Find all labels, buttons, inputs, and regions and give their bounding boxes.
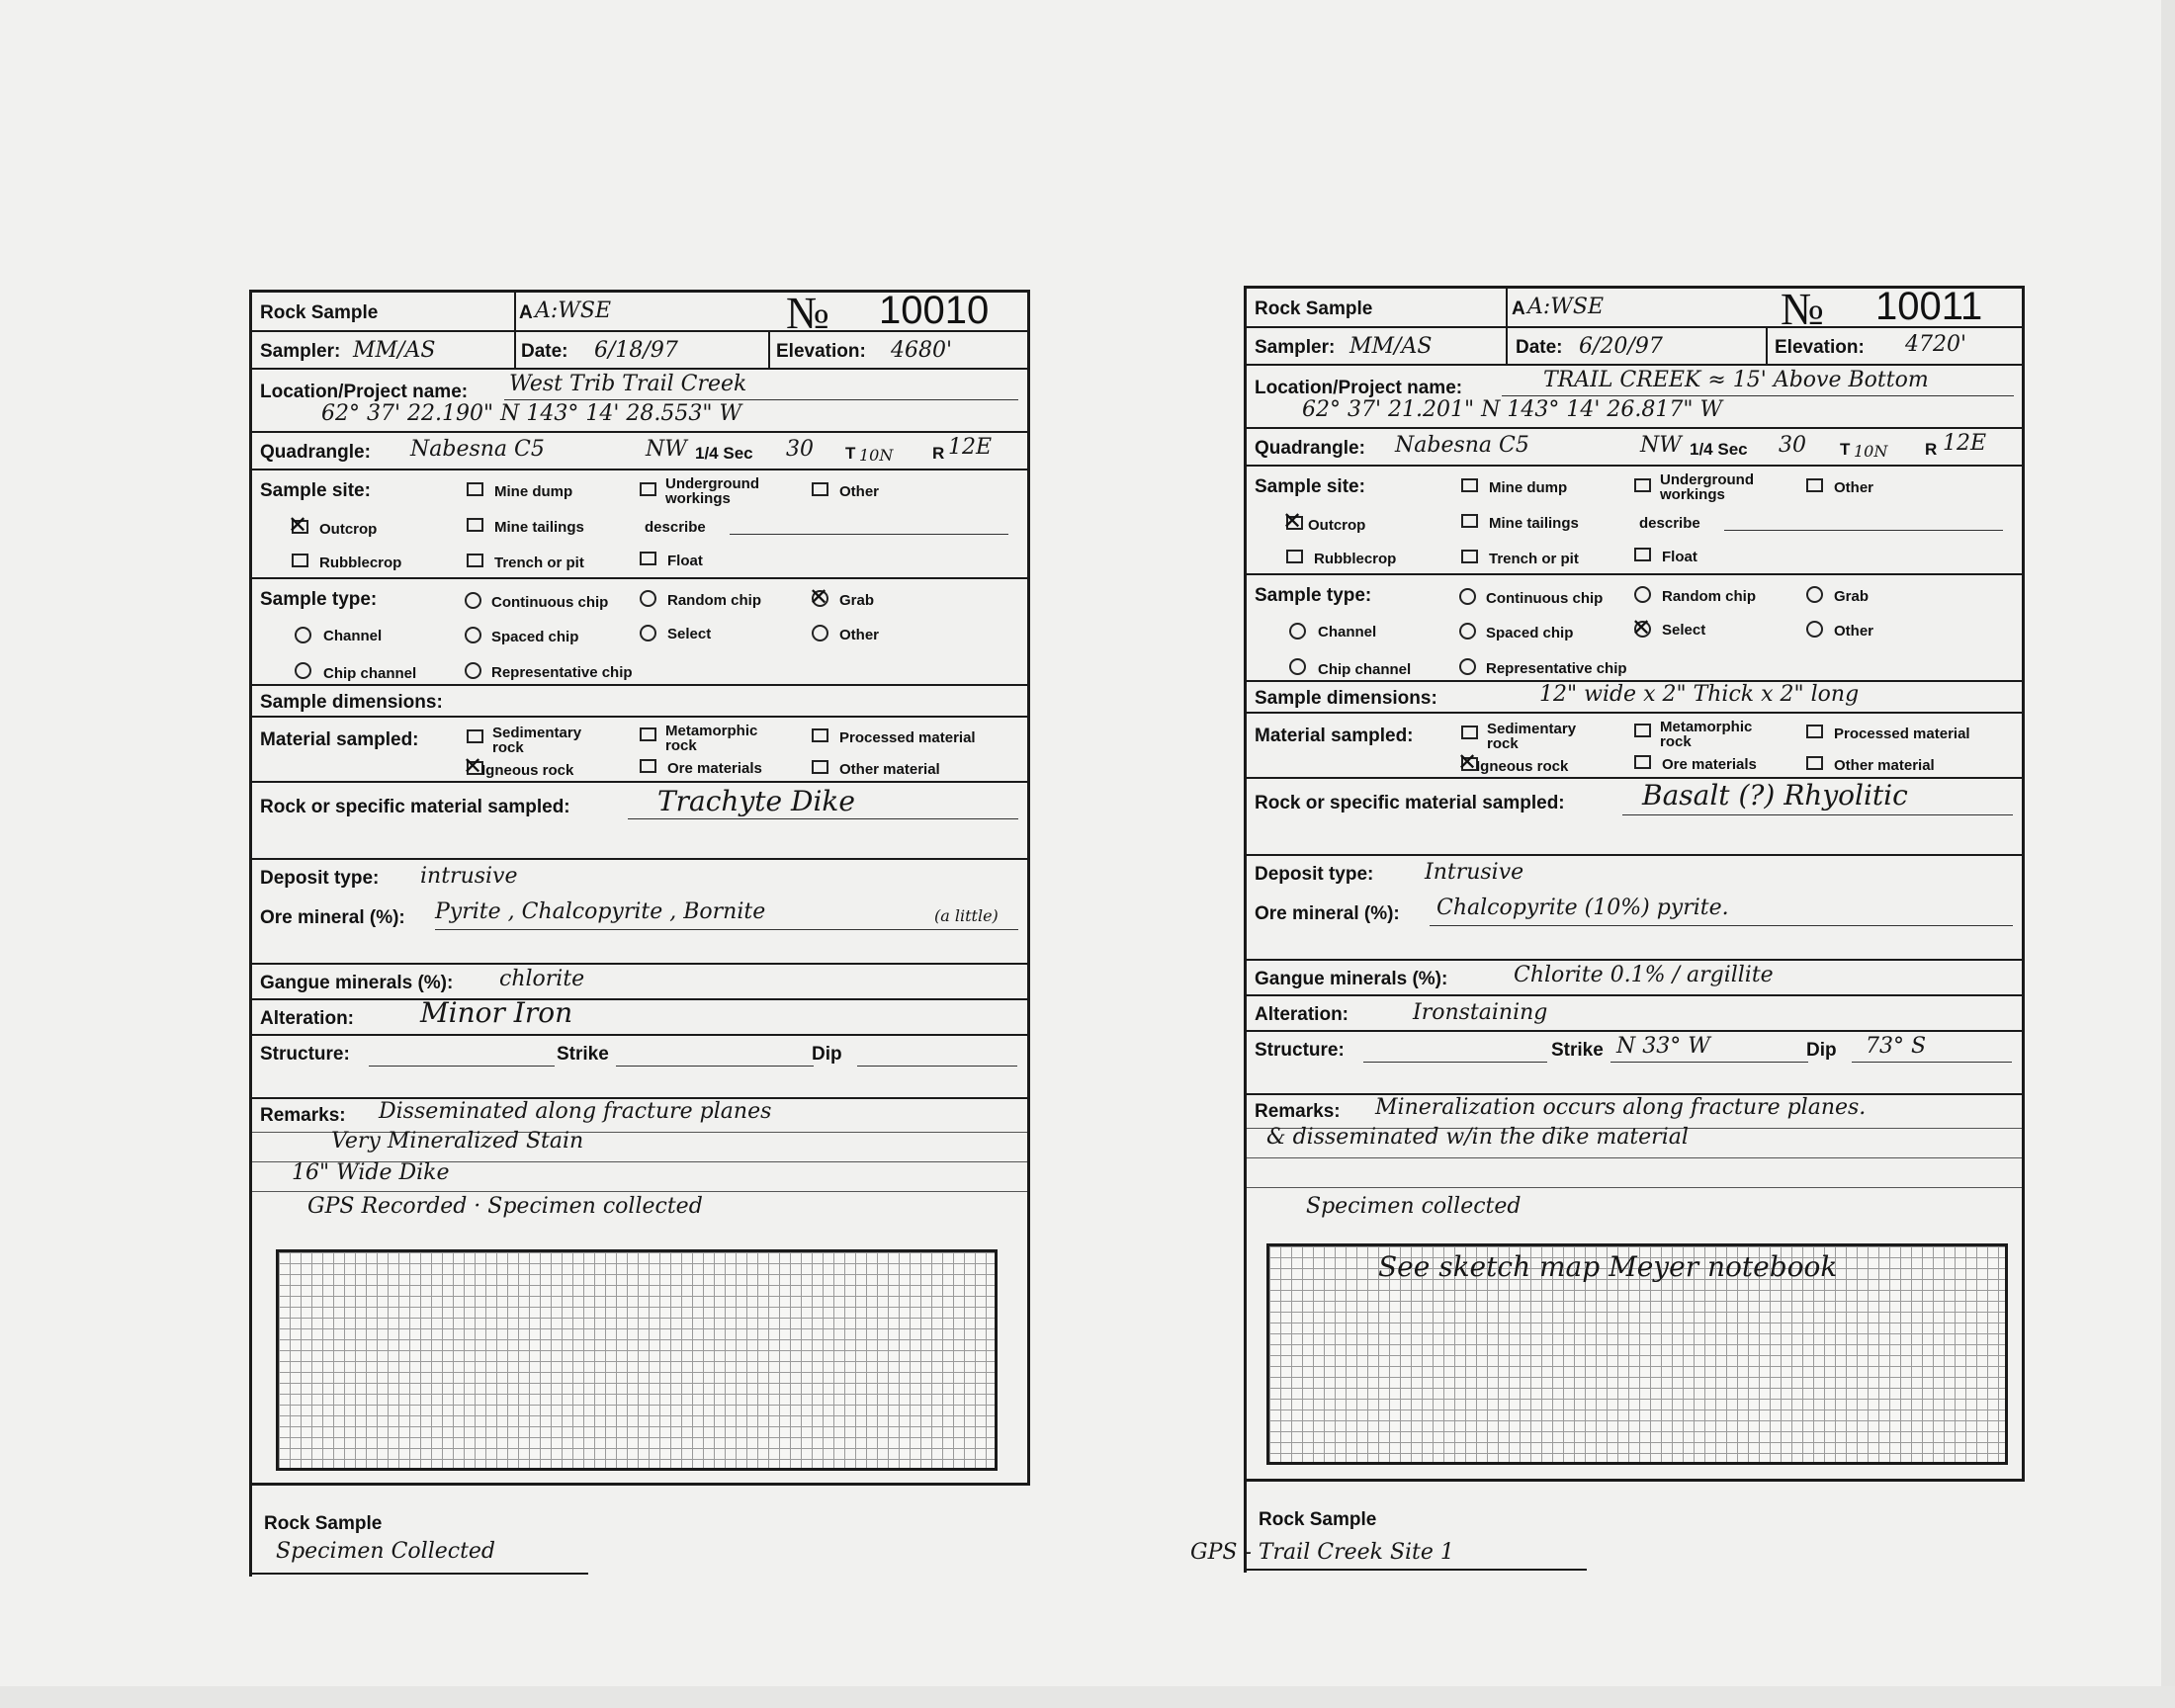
a-prefix: A	[1512, 299, 1525, 319]
mine-tailings-checkbox[interactable]	[1461, 514, 1478, 528]
quadrangle-row	[252, 433, 1027, 470]
section-value: 30	[786, 437, 814, 462]
alteration-row	[1247, 996, 2022, 1032]
random-chip-radio[interactable]	[640, 590, 656, 607]
select-label: Select	[1662, 622, 1706, 639]
representative-chip-label: Representative chip	[1486, 660, 1627, 677]
rock-sample-label: Rock Sample	[1255, 299, 1373, 319]
ore-materials-checkbox[interactable]	[640, 759, 656, 773]
ore-materials-label: Ore materials	[667, 760, 762, 777]
remarks-line-3	[1247, 1158, 2022, 1188]
igneous-label: Igneous rock	[481, 762, 574, 779]
scan-edge-right	[2161, 0, 2175, 1708]
scan-edge-bottom	[0, 1686, 2175, 1708]
select-radio[interactable]	[640, 625, 656, 641]
sampler-label: Sampler:	[260, 341, 341, 362]
dimensions-row	[1247, 682, 2022, 714]
alteration-label: Alteration:	[1255, 1004, 1348, 1025]
underground-workings-label: Underground workings	[665, 475, 759, 507]
channel-radio[interactable]	[295, 627, 311, 643]
float-checkbox[interactable]	[1634, 548, 1651, 561]
sample-site-label: Sample site:	[260, 480, 371, 501]
dip-label: Dip	[812, 1044, 842, 1065]
ore-materials-checkbox[interactable]	[1634, 755, 1651, 769]
representative-chip-radio[interactable]	[1459, 658, 1476, 675]
sample-type-row	[252, 579, 1027, 686]
sketch-note: See sketch map Meyer notebook	[1378, 1250, 1838, 1283]
remarks-text-4: GPS Recorded · Specimen collected	[307, 1194, 703, 1219]
metamorphic-checkbox[interactable]	[1634, 724, 1651, 737]
ore-materials-label: Ore materials	[1662, 756, 1757, 773]
gangue-minerals-value: chlorite	[499, 967, 585, 991]
spaced-chip-radio[interactable]	[465, 627, 481, 643]
elevation-label: Elevation:	[776, 341, 866, 362]
location-row	[252, 370, 1027, 433]
sedimentary-checkbox[interactable]	[1461, 726, 1478, 739]
structure-label: Structure:	[260, 1044, 350, 1065]
mine-tailings-label: Mine tailings	[494, 519, 584, 536]
sketch-grid	[276, 1249, 998, 1471]
location-label: Location/Project name:	[260, 382, 469, 402]
section-value: 30	[1779, 433, 1806, 458]
remarks-line-4	[252, 1192, 1027, 1228]
other-material-checkbox[interactable]	[1806, 756, 1823, 770]
channel-label: Channel	[1318, 624, 1377, 640]
sample-type-row	[1247, 575, 2022, 682]
a-prefix: A	[519, 302, 533, 323]
representative-chip-label: Representative chip	[491, 664, 633, 681]
coordinates-value: 62° 37' 22.190" N 143° 14' 28.553" W	[321, 401, 742, 426]
outcrop-check-mark: ✕	[1282, 507, 1303, 535]
quadrangle-label: Quadrangle:	[1255, 438, 1365, 459]
tail-note-10011: GPS - Trail Creek Site 1	[1190, 1540, 1454, 1565]
rock-sample-form-10010	[249, 290, 1030, 1486]
alteration-label: Alteration:	[260, 1008, 354, 1029]
location-label: Location/Project name:	[1255, 378, 1463, 398]
ore-mineral-label: Ore mineral (%):	[260, 907, 405, 928]
grab-label: Grab	[839, 592, 875, 609]
date-value: 6/18/97	[594, 338, 678, 363]
rubblecrop-checkbox[interactable]	[1286, 550, 1303, 563]
underground-workings-label: Underground workings	[1660, 471, 1754, 503]
elevation-value: 4720'	[1905, 332, 1967, 357]
rock-material-label: Rock or specific material sampled:	[1255, 793, 1565, 813]
location-row	[1247, 366, 2022, 429]
sample-type-label: Sample type:	[1255, 585, 1372, 606]
township-label: T	[1840, 440, 1851, 459]
other-material-checkbox[interactable]	[812, 760, 828, 774]
describe-label: describe	[1639, 515, 1700, 532]
other-type-radio[interactable]	[812, 625, 828, 641]
rock-material-value: Basalt (?) Rhyolitic	[1642, 779, 1908, 811]
location-value: West Trib Trail Creek	[509, 372, 747, 396]
deposit-type-value: Intrusive	[1425, 860, 1524, 885]
quadrangle-row	[1247, 429, 2022, 467]
processed-material-label: Processed material	[1834, 726, 1970, 742]
representative-chip-radio[interactable]	[465, 662, 481, 679]
mine-tailings-checkbox[interactable]	[467, 518, 483, 532]
spaced-chip-label: Spaced chip	[491, 629, 579, 645]
remarks-line-3	[252, 1162, 1027, 1192]
chip-channel-radio[interactable]	[1289, 658, 1306, 675]
other-site-checkbox[interactable]	[812, 482, 828, 496]
alteration-value: Ironstaining	[1413, 1000, 1548, 1025]
remarks-text-2: Very Mineralized Stain	[331, 1129, 584, 1153]
project-code: A:WSE	[535, 299, 612, 323]
gangue-minerals-label: Gangue minerals (%):	[260, 973, 454, 993]
rubblecrop-checkbox[interactable]	[292, 554, 308, 567]
gangue-minerals-label: Gangue minerals (%):	[1255, 969, 1448, 989]
float-label: Float	[667, 553, 703, 569]
spaced-chip-label: Spaced chip	[1486, 625, 1574, 641]
sample-site-label: Sample site:	[1255, 476, 1365, 497]
igneous-check-mark: ✕	[463, 752, 483, 780]
channel-label: Channel	[323, 628, 383, 644]
quarter-sec-label: 1/4 Sec	[695, 444, 753, 463]
sampler-label: Sampler:	[1255, 337, 1336, 358]
mine-tailings-label: Mine tailings	[1489, 515, 1579, 532]
sampler-value: MM/AS	[353, 338, 436, 363]
sedimentary-label: Sedimentary rock	[492, 725, 582, 756]
rock-sample-label: Rock Sample	[260, 302, 379, 323]
material-sampled-label: Material sampled:	[260, 729, 419, 750]
rubblecrop-label: Rubblecrop	[319, 555, 402, 571]
tail-stub-10010	[249, 1486, 588, 1577]
select-label: Select	[667, 626, 712, 642]
remarks-text-3: 16" Wide Dike	[292, 1160, 450, 1185]
sampler-row	[252, 332, 1027, 370]
ore-mineral-value: Pyrite , Chalcopyrite , Bornite	[435, 899, 766, 924]
sedimentary-checkbox[interactable]	[467, 729, 483, 743]
range-value: 12E	[1943, 431, 1987, 456]
other-site-checkbox[interactable]	[1806, 478, 1823, 492]
rock-material-value: Trachyte Dike	[657, 785, 855, 817]
rock-material-row	[252, 783, 1027, 860]
igneous-label: Igneous rock	[1476, 758, 1569, 775]
number-sign: №	[1781, 284, 1824, 334]
tail-note: Specimen Collected	[276, 1539, 496, 1564]
ore-mineral-value: Chalcopyrite (10%) pyrite.	[1436, 896, 1729, 920]
township-value: 10N	[859, 446, 894, 465]
alteration-value: Minor Iron	[420, 996, 573, 1029]
dip-label: Dip	[1806, 1040, 1837, 1061]
range-label: R	[932, 444, 945, 463]
range-value: 12E	[948, 435, 993, 460]
remarks-label: Remarks:	[260, 1105, 346, 1126]
mine-dump-checkbox[interactable]	[467, 482, 483, 496]
structure-row	[252, 1036, 1027, 1099]
sedimentary-label: Sedimentary rock	[1487, 721, 1577, 752]
other-type-label: Other	[839, 627, 880, 643]
describe-label: describe	[645, 519, 706, 536]
header-row	[252, 288, 1027, 338]
metamorphic-label: Metamorphic rock	[665, 723, 758, 754]
channel-radio[interactable]	[1289, 623, 1306, 640]
elevation-label: Elevation:	[1775, 337, 1865, 358]
mine-dump-checkbox[interactable]	[1461, 478, 1478, 492]
grab-label: Grab	[1834, 588, 1870, 605]
gangue-row	[1247, 961, 2022, 996]
rock-material-row	[1247, 779, 2022, 856]
quarter-value: NW	[646, 437, 687, 462]
sample-site-row	[252, 470, 1027, 579]
gangue-row	[252, 965, 1027, 1000]
sampler-row	[1247, 328, 2022, 366]
deposit-type-label: Deposit type:	[1255, 864, 1374, 885]
other-type-label: Other	[1834, 623, 1874, 640]
metamorphic-label: Metamorphic rock	[1660, 719, 1753, 750]
rock-material-label: Rock or specific material sampled:	[260, 797, 570, 817]
dimensions-row	[252, 686, 1027, 718]
material-row	[252, 718, 1027, 783]
coordinates-value: 62° 37' 21.201" N 143° 14' 26.817" W	[1302, 397, 1723, 422]
rock-sample-form-10011	[1244, 286, 2025, 1482]
other-material-label: Other material	[1834, 757, 1935, 774]
continuous-chip-label: Continuous chip	[1486, 590, 1604, 607]
sample-dimensions-label: Sample dimensions:	[1255, 688, 1437, 709]
chip-channel-label: Chip channel	[1318, 661, 1412, 678]
township-label: T	[845, 444, 856, 463]
header-row	[1247, 284, 2022, 334]
quadrangle-value: Nabesna C5	[410, 437, 545, 462]
dip-value: 73° S	[1866, 1034, 1927, 1059]
underground-workings-checkbox[interactable]	[640, 482, 656, 496]
sketch-grid	[1266, 1243, 2008, 1465]
outcrop-label: Outcrop	[319, 521, 378, 538]
date-label: Date:	[521, 341, 568, 362]
trench-pit-label: Trench or pit	[494, 555, 584, 571]
continuous-chip-radio[interactable]	[1459, 588, 1476, 605]
elevation-value: 4680'	[891, 338, 953, 363]
metamorphic-checkbox[interactable]	[640, 727, 656, 741]
remarks-line-4	[1247, 1188, 2022, 1224]
trench-pit-checkbox[interactable]	[1461, 550, 1478, 563]
other-material-label: Other material	[839, 761, 940, 778]
sample-dimensions-value: 12" wide x 2" Thick x 2" long	[1539, 682, 1860, 707]
quarter-value: NW	[1640, 433, 1682, 458]
quadrangle-label: Quadrangle:	[260, 442, 371, 463]
quadrangle-value: Nabesna C5	[1395, 433, 1529, 458]
remarks-text-2: & disseminated w/in the dike material	[1266, 1125, 1689, 1150]
project-code: A:WSE	[1527, 295, 1605, 319]
spaced-chip-radio[interactable]	[1459, 623, 1476, 640]
alteration-row	[252, 996, 1027, 1036]
tail-rock-sample-label: Rock Sample	[264, 1513, 383, 1534]
deposit-ore-row	[252, 860, 1027, 965]
select-check-mark: ✕	[1631, 614, 1652, 641]
random-chip-label: Random chip	[1662, 588, 1757, 605]
mine-dump-label: Mine dump	[494, 483, 573, 500]
other-type-radio[interactable]	[1806, 621, 1823, 638]
range-label: R	[1925, 440, 1938, 459]
deposit-type-label: Deposit type:	[260, 868, 380, 889]
trench-pit-label: Trench or pit	[1489, 551, 1579, 567]
processed-material-checkbox[interactable]	[812, 728, 828, 742]
remarks-label: Remarks:	[1255, 1101, 1341, 1122]
location-value: TRAIL CREEK ≈ 15' Above Bottom	[1543, 368, 1929, 392]
other-site-label: Other	[1834, 479, 1874, 496]
ore-mineral-note: (a little)	[934, 906, 999, 925]
deposit-type-value: intrusive	[420, 864, 518, 889]
structure-row	[1247, 1032, 2022, 1095]
outcrop-check-mark: ✕	[288, 511, 308, 539]
material-sampled-label: Material sampled:	[1255, 726, 1414, 746]
date-value: 6/20/97	[1579, 334, 1663, 359]
other-site-label: Other	[839, 483, 880, 500]
strike-label: Strike	[1551, 1040, 1604, 1061]
deposit-ore-row	[1247, 856, 2022, 961]
trench-pit-checkbox[interactable]	[467, 554, 483, 567]
ore-mineral-label: Ore mineral (%):	[1255, 903, 1400, 924]
material-row	[1247, 714, 2022, 779]
township-value: 10N	[1854, 442, 1888, 461]
sample-site-row	[1247, 467, 2022, 575]
processed-material-label: Processed material	[839, 729, 976, 746]
number-sign: №	[786, 288, 829, 338]
outcrop-label: Outcrop	[1308, 517, 1366, 534]
rubblecrop-label: Rubblecrop	[1314, 551, 1397, 567]
sample-number: 10011	[1875, 285, 1983, 328]
structure-label: Structure:	[1255, 1040, 1345, 1061]
strike-label: Strike	[557, 1044, 609, 1065]
sampler-value: MM/AS	[1349, 334, 1433, 359]
remarks-text-1: Mineralization occurs along fracture planes.	[1375, 1095, 1867, 1120]
remarks-line-2	[1247, 1125, 2022, 1158]
processed-material-checkbox[interactable]	[1806, 725, 1823, 738]
continuous-chip-label: Continuous chip	[491, 594, 609, 611]
date-label: Date:	[1516, 337, 1563, 358]
igneous-check-mark: ✕	[1457, 748, 1478, 776]
random-chip-label: Random chip	[667, 592, 762, 609]
chip-channel-label: Chip channel	[323, 665, 417, 682]
random-chip-radio[interactable]	[1634, 586, 1651, 603]
continuous-chip-radio[interactable]	[465, 592, 481, 609]
remarks-text-4: Specimen collected	[1306, 1194, 1522, 1219]
tail-rock-sample-label: Rock Sample	[1259, 1509, 1377, 1530]
quarter-sec-label: 1/4 Sec	[1690, 440, 1748, 459]
grab-radio[interactable]	[1806, 586, 1823, 603]
underground-workings-checkbox[interactable]	[1634, 478, 1651, 492]
float-checkbox[interactable]	[640, 552, 656, 565]
remarks-text-1: Disseminated along fracture planes	[379, 1099, 772, 1124]
sample-number: 10010	[879, 289, 990, 332]
chip-channel-radio[interactable]	[295, 662, 311, 679]
sample-type-label: Sample type:	[260, 589, 378, 610]
mine-dump-label: Mine dump	[1489, 479, 1568, 496]
grab-check-mark: ✕	[809, 583, 829, 611]
strike-value: N 33° W	[1616, 1034, 1710, 1059]
sample-dimensions-label: Sample dimensions:	[260, 692, 443, 713]
float-label: Float	[1662, 549, 1697, 565]
gangue-minerals-value: Chlorite 0.1% / argillite	[1514, 963, 1774, 987]
